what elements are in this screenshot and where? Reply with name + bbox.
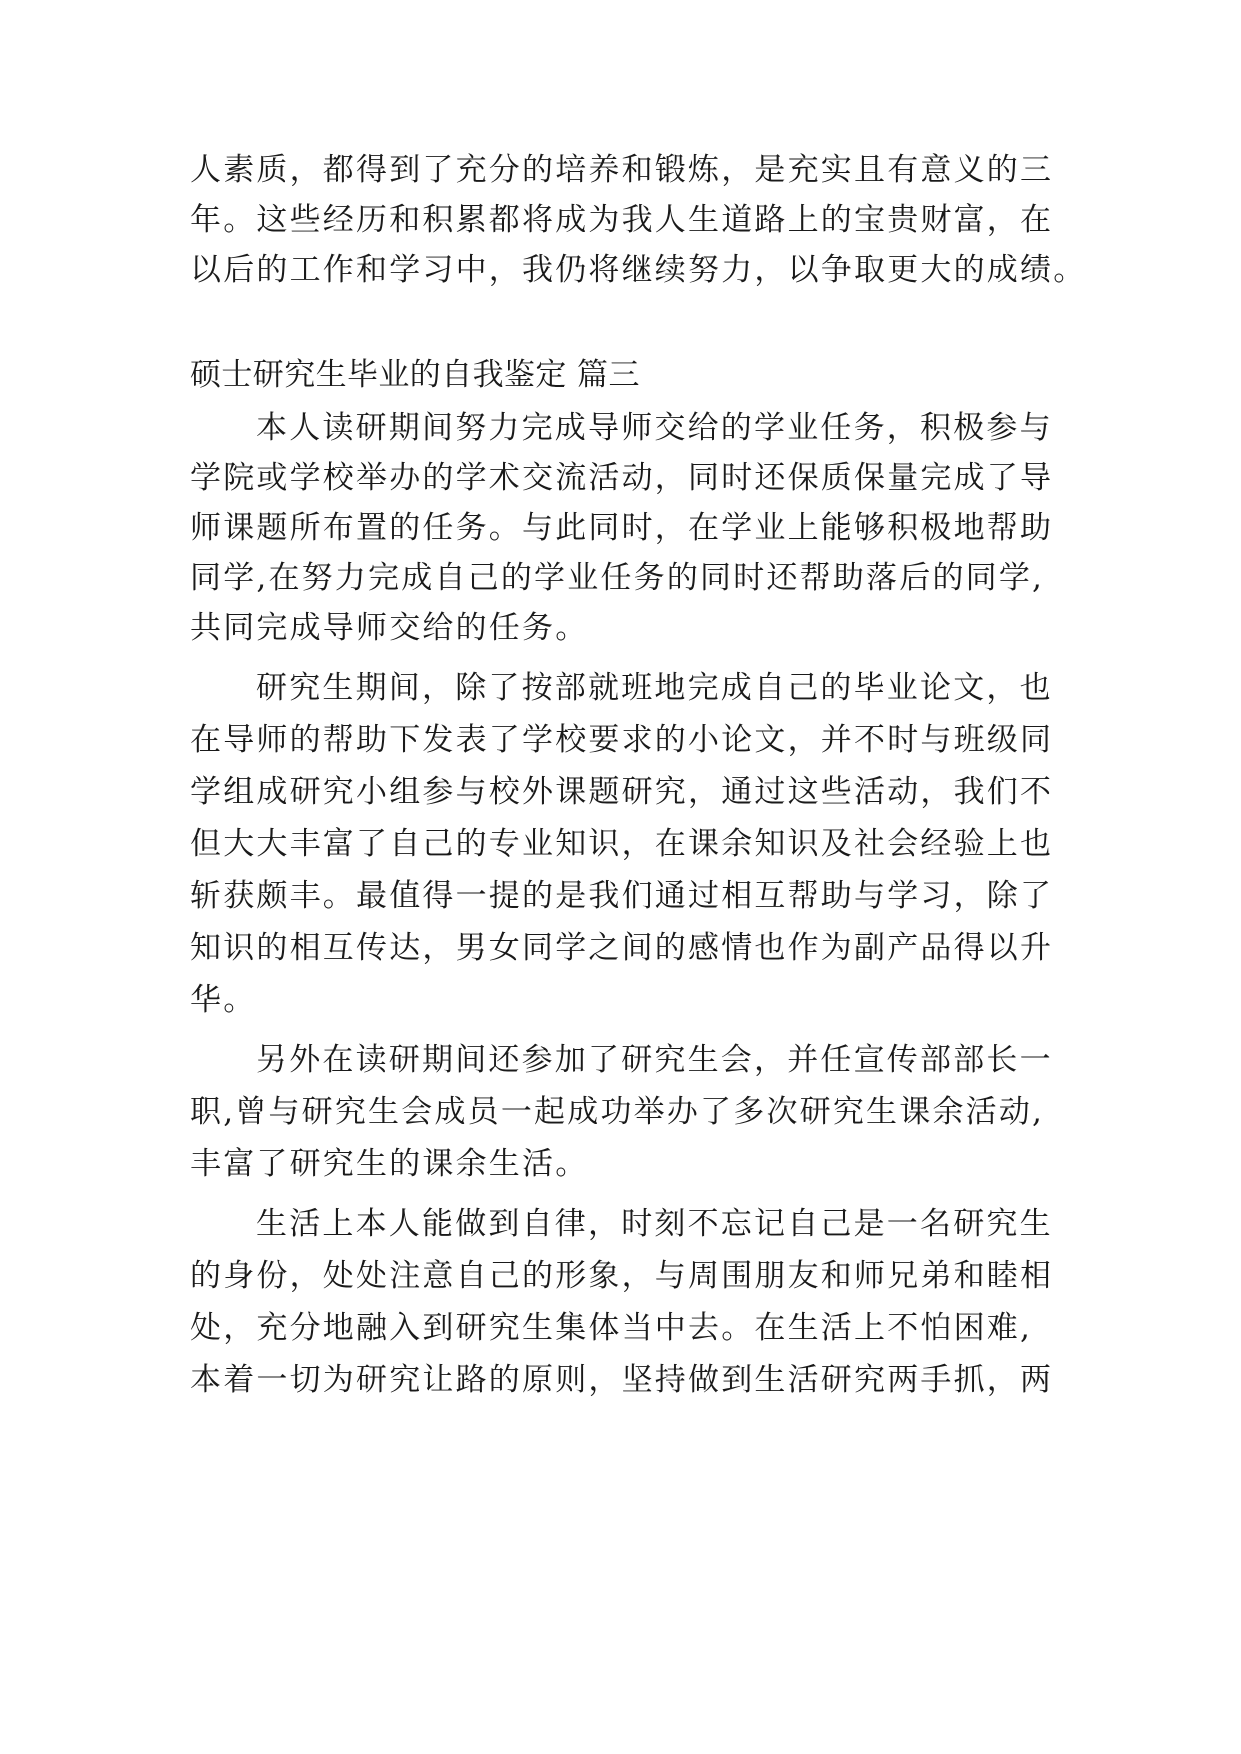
- section-title: 硕士研究生毕业的自我鉴定 篇三: [190, 357, 640, 393]
- paragraph-line: 职,曾与研究生会成员一起成功举办了多次研究生课余活动,: [190, 1094, 1045, 1130]
- paragraph-line: 但大大丰富了自己的专业知识，在课余知识及社会经验上也: [190, 826, 1054, 862]
- paragraph-line: 斩获颇丰。最值得一提的是我们通过相互帮助与学习，除了: [190, 878, 1054, 914]
- paragraph-line: 学组成研究小组参与校外课题研究，通过这些活动，我们不: [190, 774, 1054, 810]
- paragraph-line: 同学,在努力完成自己的学业任务的同时还帮助落后的同学,: [190, 560, 1045, 596]
- paragraph-line: 另外在读研期间还参加了研究生会，并任宣传部部长一: [256, 1042, 1053, 1078]
- paragraph-line: 生活上本人能做到自律，时刻不忘记自己是一名研究生: [256, 1206, 1053, 1242]
- paragraph-line: 处，充分地融入到研究生集体当中去。在生活上不怕困难,: [190, 1310, 1033, 1346]
- paragraph-line: 的身份，处处注意自己的形象，与周围朋友和师兄弟和睦相: [190, 1258, 1054, 1294]
- paragraph-line: 人素质，都得到了充分的培养和锻炼，是充实且有意义的三: [190, 152, 1054, 188]
- paragraph-line: 丰富了研究生的课余生活。: [190, 1146, 589, 1182]
- paragraph-line: 知识的相互传达，男女同学之间的感情也作为副产品得以升: [190, 930, 1054, 966]
- paragraph-line: 以后的工作和学习中，我仍将继续努力，以争取更大的成绩。: [190, 252, 1087, 288]
- paragraph-line: 学院或学校举办的学术交流活动，同时还保质保量完成了导: [190, 460, 1054, 496]
- paragraph-line: 研究生期间，除了按部就班地完成自己的毕业论文，也: [256, 670, 1053, 706]
- paragraph-line: 共同完成导师交给的任务。: [190, 610, 589, 646]
- paragraph-line: 在导师的帮助下发表了学校要求的小论文，并不时与班级同: [190, 722, 1054, 758]
- paragraph-line: 本着一切为研究让路的原则，坚持做到生活研究两手抓，两: [190, 1362, 1054, 1398]
- paragraph-line: 年。这些经历和积累都将成为我人生道路上的宝贵财富，在: [190, 202, 1054, 238]
- paragraph-line: 华。: [190, 982, 257, 1018]
- paragraph-line: 师课题所布置的任务。与此同时，在学业上能够积极地帮助: [190, 510, 1054, 546]
- paragraph-line: 本人读研期间努力完成导师交给的学业任务，积极参与: [256, 410, 1053, 446]
